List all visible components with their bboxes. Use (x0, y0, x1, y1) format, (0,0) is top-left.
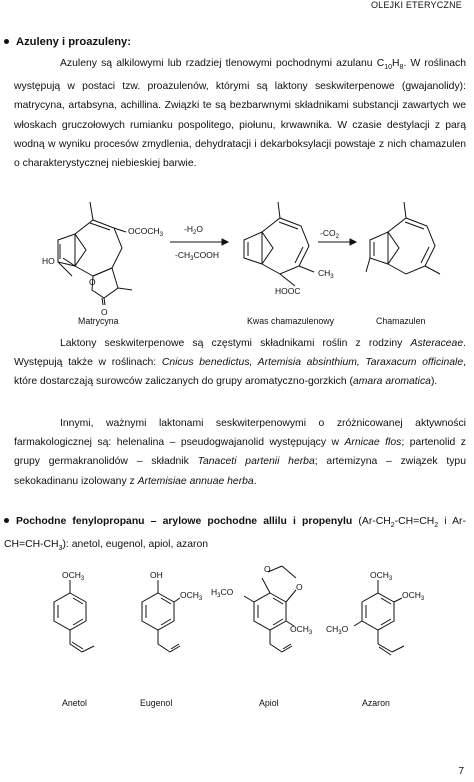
text-run: -CH=CH (394, 516, 435, 527)
label-o: O (296, 582, 303, 592)
text-run: Laktony seskwiterpenowe są częstymi składnikami roślin z rodziny (60, 338, 411, 349)
text-run-italic: Asteraceae (410, 338, 464, 349)
subscript: 10 (384, 64, 393, 72)
text-run: . (253, 475, 257, 487)
text-run: . Występują także w roślinach: (14, 338, 466, 369)
label-och3: $OCH_3$ (370, 570, 393, 582)
bullet-icon (4, 518, 9, 523)
caption-apiole: Apiol (259, 698, 279, 708)
text-run: Innymi, ważnymi laktonami seskwiterpenowymi o zróżnicowanej aktywności farmakologicznej są: helenalina – pseudogwajanolid występujący w (14, 418, 466, 449)
paragraph-azulenes (14, 54, 466, 173)
subscript: 3 (58, 545, 63, 553)
label-ococh3: $OCOCH_3$ (128, 226, 163, 238)
section-title-text: Azuleny i proazuleny: (16, 36, 131, 48)
caption-matricin: Matrycyna (78, 316, 119, 326)
label-minus-h2o: $-H_2O$ (184, 224, 203, 236)
section-title-text: Pochodne fenylopropanu – arylowe pochodne allilu i propenylu (16, 516, 353, 527)
paragraph-other-lactones (14, 414, 466, 491)
subscript: 8 (399, 64, 404, 72)
text-run-italic: amara aromatica (353, 376, 431, 388)
label-ch3o: $CH_3O$ (326, 624, 349, 636)
caption-chamazulenic-acid: Kwas chamazulenowy (247, 316, 335, 326)
subscript: 2 (390, 522, 395, 530)
bullet-icon (4, 39, 9, 44)
text-run: Azuleny są alkilowymi lub rzadziej tlenowymi pochodnymi azulanu C (60, 58, 385, 69)
text-run: ). (430, 376, 438, 388)
page-number: 7 (458, 766, 464, 777)
section-title-phenylpropanes (4, 512, 466, 559)
label-och3: $OCH_3$ (290, 624, 313, 636)
subscript: 2 (434, 522, 439, 530)
label-och3: $OCH_3$ (180, 590, 203, 602)
section-title-azulenes (4, 36, 131, 48)
text-run: (Ar-CH (352, 516, 391, 527)
running-header: OLEJKI ETERYCZNE (370, 0, 462, 10)
text-run: i Ar-CH=CH-CH (4, 516, 466, 551)
label-h3co: $H_3CO$ (211, 587, 234, 599)
label-och3: $OCH_3$ (402, 590, 425, 602)
label-hooc: HOOC (275, 286, 301, 296)
label-och3: $OCH_3$ (62, 570, 85, 582)
text-run-italic: Artemisiae annuae herba (137, 475, 254, 487)
label-minus-co2: $-CO_2$ (320, 228, 339, 240)
label-o: O (264, 564, 271, 574)
label-ch3: $CH_3$ (318, 268, 334, 280)
caption-anethole: Anetol (62, 698, 87, 708)
text-run-italic: Tanaceti partenii herba (197, 456, 315, 468)
label-oh: OH (150, 570, 163, 580)
label-ring-oxygen: O (89, 277, 96, 287)
label-minus-ch3cooh: $-CH_3COOH$ (175, 250, 219, 262)
paragraph-lactones (14, 334, 466, 392)
label-ho: HO (42, 256, 55, 266)
text-run: , które dostarczają surowców zaliczanych do grupy aromatyczno-gorzkich ( (14, 357, 466, 388)
text-run: . W roślinach występują w postaci tzw. proazulenów, którymi są laktony seskwiterpenowe (gwajanolidy): matrycyna, artabsyna, achillina. Związki te są bezbarwnymi składnikami substancji zawartych we włoskach gruczołowych rumianku pospolitego, piołunu, krwawnika. W czasie destylacji z parą wodną w wyniku procesów zmydlenia, dehydratacji i dekarboksylacji powstaje z nich chamazulen o charakterystycznej niebieskiej barwie. (14, 58, 466, 170)
text-run: ; partenolid z grupy germakranolidów – składnik (14, 437, 466, 468)
text-run: ): anetol, eugenol, apiol, azaron (62, 539, 209, 551)
phenylpropanoid-structures (0, 560, 474, 710)
text-run: H (392, 58, 400, 69)
text-run-italic: Cnicus benedictus, Artemisia absinthium, Taraxacum officinale (161, 357, 464, 369)
caption-eugenol: Eugenol (140, 698, 173, 708)
caption-chamazulene: Chamazulen (376, 316, 426, 326)
caption-asarone: Azaron (362, 698, 390, 708)
text-run-italic: Arnicae flos (344, 437, 402, 449)
label-carbonyl-oxygen: O (101, 307, 108, 317)
text-run: ; artemizyna – związek typu sekokadinanu izolowany z (14, 456, 466, 487)
